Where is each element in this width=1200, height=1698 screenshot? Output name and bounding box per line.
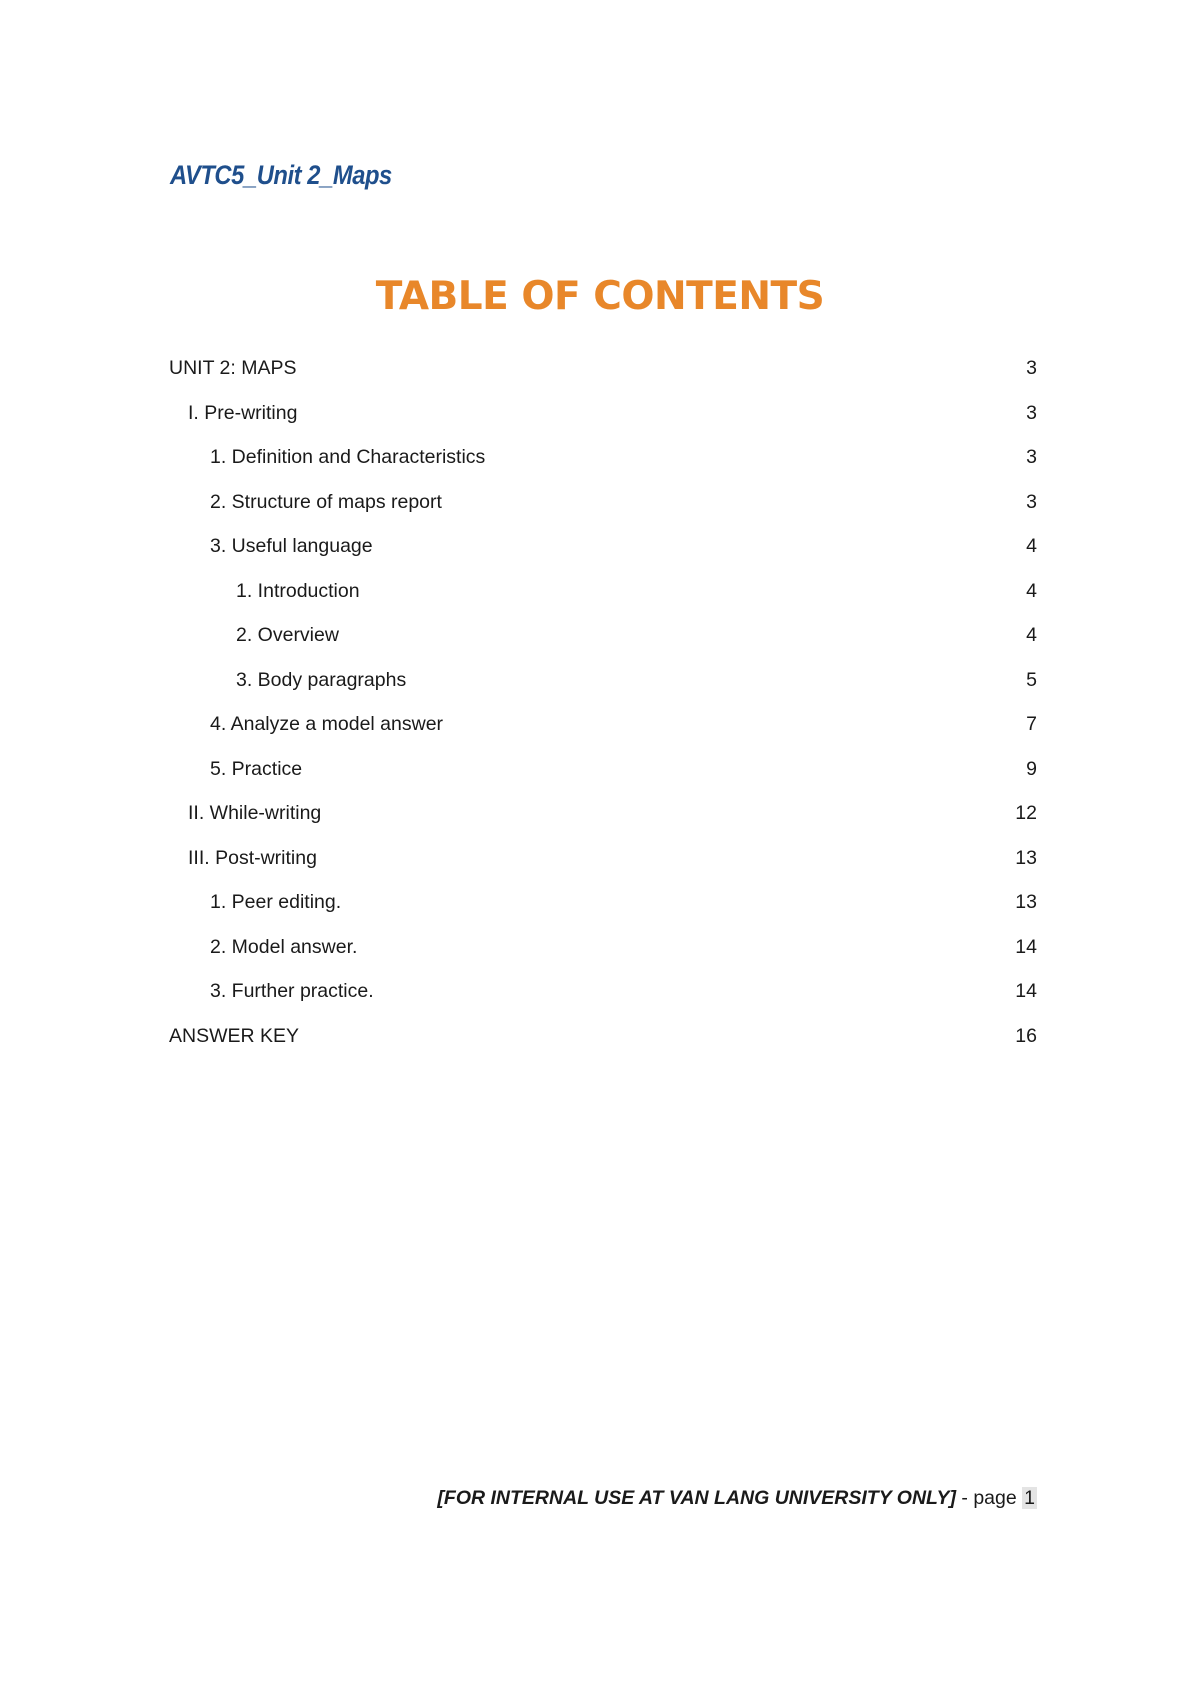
toc-entry-label[interactable]: 4. Analyze a model answer [210,713,444,735]
toc-entry-label[interactable]: 3. Useful language [210,535,373,557]
toc-entry[interactable] [169,486,1037,531]
toc-entry[interactable] [169,619,1037,664]
toc-entry-label[interactable]: 3. Further practice. [210,980,374,1002]
toc-entry-page-number[interactable]: 3 [1026,357,1037,379]
toc-entry[interactable] [169,931,1037,976]
toc-entry-label[interactable]: 1. Introduction [236,579,360,602]
toc-entry-page-number[interactable]: 13 [1015,891,1037,913]
toc-entry-label[interactable]: ANSWER KEY [169,1024,300,1047]
toc-entry[interactable] [169,753,1037,798]
toc-entry[interactable] [169,575,1037,620]
toc-entry-label[interactable]: 2. Structure of maps report [210,490,442,513]
toc-entry[interactable] [169,797,1037,842]
toc-entry-label[interactable]: 5. Practice [210,757,303,780]
toc-entry-label[interactable]: 1. Definition and Characteristics [210,446,486,468]
footer-page-number: 1 [1024,1487,1035,1509]
toc-entry[interactable] [169,664,1037,709]
toc-entry-label[interactable]: I. Pre-writing [188,401,298,424]
toc-entry-label[interactable]: 2. Model answer. [210,935,358,958]
toc-entry[interactable] [169,530,1037,575]
toc-entry-page-number[interactable]: 4 [1026,624,1037,646]
toc-entry-label[interactable]: II. While-writing [188,802,322,824]
toc-entry[interactable] [169,975,1037,1020]
toc-heading: TABLE OF CONTENTS [375,274,825,319]
toc-entry-page-number[interactable]: 3 [1026,446,1037,468]
toc-entry-page-number[interactable]: 3 [1026,401,1037,424]
toc-entry-page-number[interactable]: 3 [1026,490,1037,513]
toc-entry-label[interactable]: 2. Overview [236,624,339,646]
footer-notice: [FOR INTERNAL USE AT VAN LANG UNIVERSITY ONLY] [437,1487,956,1509]
toc-entry[interactable] [169,441,1037,486]
toc-entry[interactable] [169,352,1037,397]
toc-entry-label[interactable]: III. Post-writing [188,846,317,869]
toc-entry-page-number[interactable]: 5 [1026,668,1037,691]
toc-entry-page-number[interactable]: 4 [1026,535,1037,557]
document-title: AVTC5_Unit 2_Maps [170,160,392,190]
toc-entry[interactable] [169,708,1037,753]
page-footer [437,1482,1037,1514]
toc-entry-page-number[interactable]: 12 [1015,802,1037,824]
toc-entry-label[interactable]: 1. Peer editing. [210,891,342,913]
toc-entry-page-number[interactable]: 13 [1015,846,1037,869]
toc-entry-page-number[interactable]: 4 [1026,579,1037,602]
toc-entry[interactable] [169,842,1037,887]
footer-separator: - page [956,1487,1023,1509]
toc-entry-page-number[interactable]: 16 [1015,1024,1037,1047]
table-of-contents [169,352,1037,1064]
toc-entry[interactable] [169,1020,1037,1065]
toc-entry[interactable] [169,886,1037,931]
toc-entry[interactable] [169,397,1037,442]
toc-entry-label[interactable]: UNIT 2: MAPS [169,357,297,379]
toc-entry-label[interactable]: 3. Body paragraphs [236,668,407,691]
toc-entry-page-number[interactable]: 14 [1015,980,1037,1002]
toc-entry-page-number[interactable]: 9 [1026,757,1037,780]
toc-entry-page-number[interactable]: 7 [1026,713,1037,735]
toc-entry-page-number[interactable]: 14 [1015,935,1037,958]
